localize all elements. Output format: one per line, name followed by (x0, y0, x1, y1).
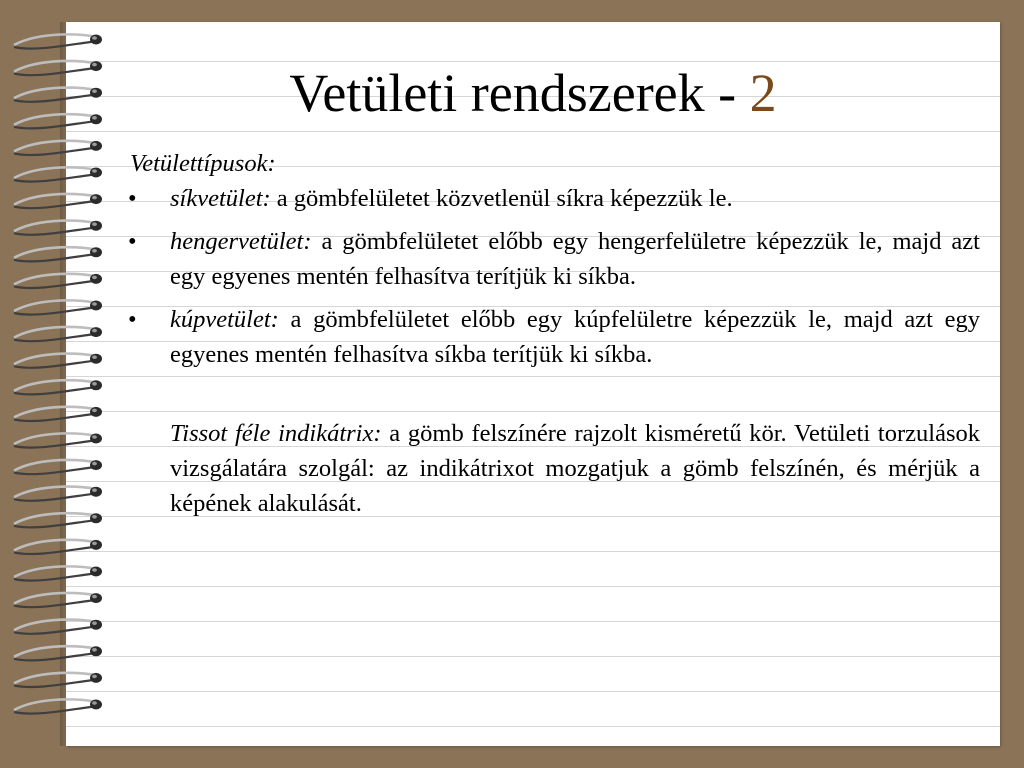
list-item-sikvetulet (128, 181, 980, 216)
slide-title (66, 58, 1000, 128)
tissot-paragraph (128, 416, 980, 521)
title-main: Vetületi rendszerek (289, 63, 705, 123)
section-heading: Vetülettípusok: (130, 150, 276, 177)
item-term: hengervetület: (170, 228, 312, 255)
item-text: a gömbfelületet közvetlenül síkra képezzük le. (270, 185, 733, 212)
item-text: a gömbfelületet előbb egy kúpfelületre képezzük le, majd azt egy egyenes mentén felhasítva síkba terítjük ki síkba. (170, 306, 980, 368)
tissot-text: a gömb felszínére rajzolt kisméretű kör. Vetületi torzulások vizsgálatára szolgál: az indikátrixot mozgatjuk a gömb felszínén, és mérjük a képének alakulását. (170, 420, 980, 517)
slide-content (128, 146, 980, 546)
bullet-icon: • (128, 306, 137, 333)
list-item-hengervetulet (128, 224, 980, 294)
bullet-icon: • (128, 185, 137, 212)
item-term: kúpvetület: (170, 306, 279, 333)
tissot-term: Tissot féle indikátrix: (170, 420, 382, 447)
title-number: 2 (749, 63, 777, 123)
title-separator: - (704, 63, 750, 123)
item-text: a gömbfelületet előbb egy hengerfelületre képezzük le, majd azt egy egyenes mentén felhasítva terítjük ki síkba. (170, 228, 980, 290)
list-item-kupvetulet (128, 302, 980, 372)
projection-type-list (128, 181, 980, 372)
item-term: síkvetület: (170, 185, 271, 212)
bullet-icon: • (128, 228, 137, 255)
